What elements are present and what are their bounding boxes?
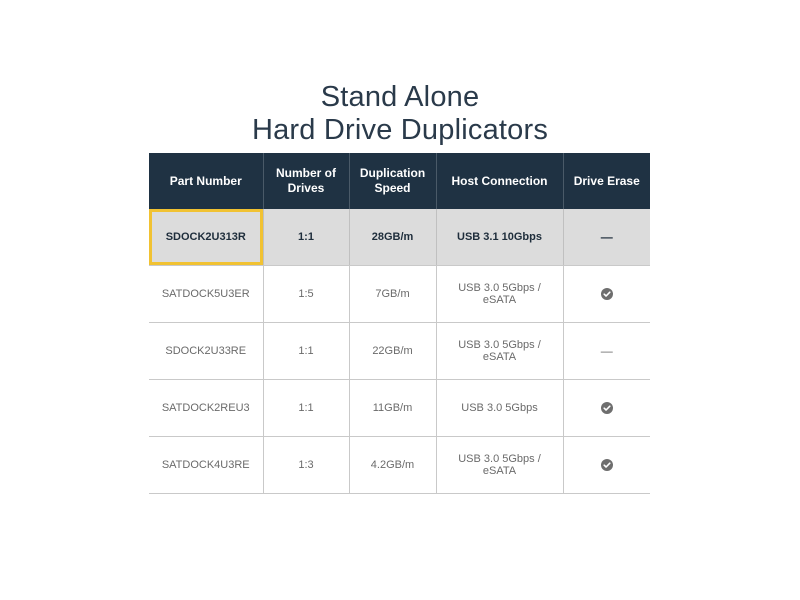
title-line-1: Stand Alone (320, 81, 480, 114)
cell-host-connection: USB 3.0 5Gbps / eSATA (436, 266, 563, 323)
check-circle-icon (601, 288, 613, 300)
cell-drive-erase (563, 380, 650, 437)
cell-duplication-speed: 7GB/m (349, 266, 436, 323)
cell-part-number: SATDOCK2REU3 (149, 380, 263, 437)
cell-number-of-drives: 1:1 (263, 209, 349, 266)
table-row (149, 209, 650, 266)
cell-drive-erase (563, 437, 650, 494)
cell-host-connection: USB 3.0 5Gbps (436, 380, 563, 437)
cell-part-number: SATDOCK4U3RE (149, 437, 263, 494)
cell-part-number: SATDOCK5U3ER (149, 266, 263, 323)
header-part-number: Part Number (149, 153, 263, 209)
cell-duplication-speed: 28GB/m (349, 209, 436, 266)
table-row (149, 437, 650, 494)
table-row (149, 323, 650, 380)
dash-icon: — (600, 344, 613, 358)
cell-host-connection: USB 3.0 5Gbps / eSATA (436, 323, 563, 380)
cell-part-number: SDOCK2U313R (149, 209, 263, 266)
table-row (149, 266, 650, 323)
check-circle-icon (601, 459, 613, 471)
check-circle-icon (601, 402, 613, 414)
cell-drive-erase (563, 209, 650, 266)
header-number-of-drives: Number of Drives (263, 153, 349, 209)
title-line-2: Hard Drive Duplicators (251, 114, 549, 147)
dash-icon: — (600, 230, 613, 244)
table-row (149, 380, 650, 437)
cell-host-connection: USB 3.1 10Gbps (436, 209, 563, 266)
header-drive-erase: Drive Erase (563, 153, 650, 209)
cell-number-of-drives: 1:3 (263, 437, 349, 494)
cell-number-of-drives: 1:1 (263, 380, 349, 437)
cell-number-of-drives: 1:1 (263, 323, 349, 380)
cell-duplication-speed: 22GB/m (349, 323, 436, 380)
cell-duplication-speed: 11GB/m (349, 380, 436, 437)
cell-drive-erase (563, 266, 650, 323)
page-title (0, 81, 800, 147)
cell-part-number: SDOCK2U33RE (149, 323, 263, 380)
cell-duplication-speed: 4.2GB/m (349, 437, 436, 494)
cell-number-of-drives: 1:5 (263, 266, 349, 323)
cell-drive-erase (563, 323, 650, 380)
comparison-table (149, 153, 650, 494)
table-header-row (149, 153, 650, 209)
header-duplication-speed: Duplication Speed (349, 153, 436, 209)
cell-host-connection: USB 3.0 5Gbps / eSATA (436, 437, 563, 494)
header-host-connection: Host Connection (436, 153, 563, 209)
